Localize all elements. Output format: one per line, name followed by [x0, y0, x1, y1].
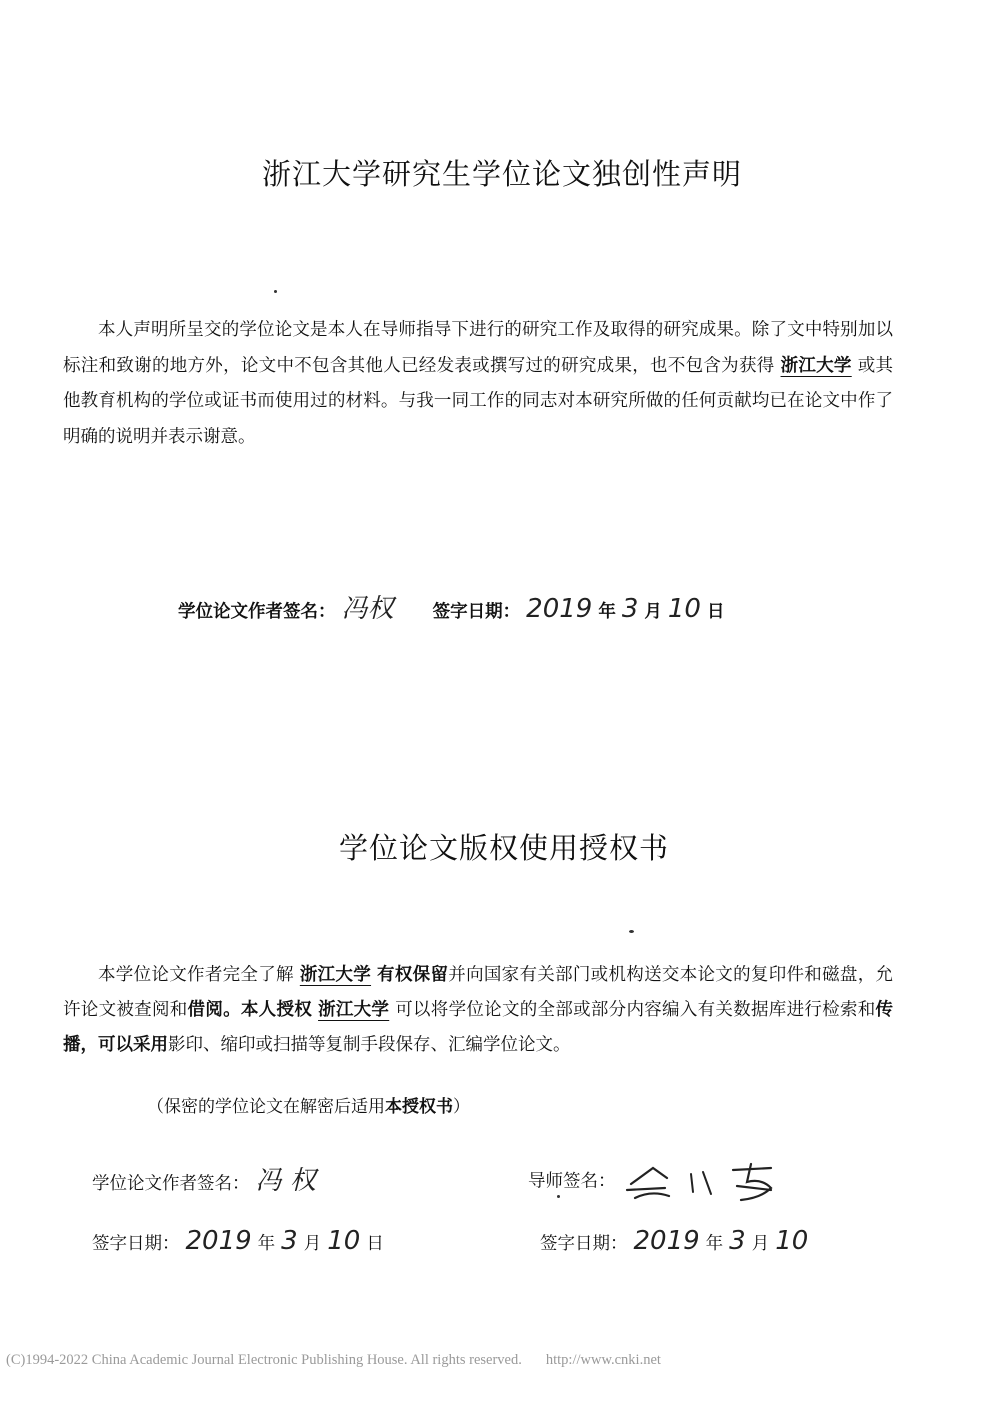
copyright-footer: [6, 1352, 661, 1369]
authorization-author-sig-label: 学位论文作者签名：: [92, 1174, 250, 1194]
authorization-author-date-label: 签字日期：: [92, 1234, 180, 1254]
supervisor-date-label: 签字日期：: [540, 1234, 628, 1254]
declaration-author-sig-label: 学位论文作者签名：: [178, 602, 336, 622]
authorization-body-c: 并向国家有关部门或机构送交本论文的复印件和磁盘，允许论文被查阅和: [63, 965, 894, 1020]
declaration-body-part2: 或其他教育机构的学位或证书而使用过的材料。与我一同工作的同志对本研究所做的任何贡献均已在论文中作了明确的说明并表示谢意。: [63, 355, 894, 447]
note-b: 本授权书: [385, 1097, 453, 1117]
supervisor-date-month: 3: [729, 1226, 746, 1256]
authorization-author-month-unit: 月: [303, 1234, 322, 1254]
declaration-year-unit: 年: [598, 602, 616, 622]
declaration-month-unit: 月: [644, 602, 662, 622]
authorization-body-f: 传播，可以采用: [63, 1000, 894, 1055]
authorization-body: [63, 958, 893, 1063]
footer-copyright: (C)1994-2022 China Academic Journal Electronic Publishing House. All rights reserved.: [6, 1352, 522, 1368]
declaration-date-month: 3: [621, 594, 639, 624]
declaration-date-year: 2019: [526, 594, 593, 624]
declaration-university: 浙江大学: [780, 355, 852, 376]
authorization-author-date-month: 3: [281, 1226, 298, 1256]
authorization-university-1: 浙江大学: [299, 965, 372, 985]
authorization-body-d: 借阅。本人授权: [187, 1000, 313, 1020]
scan-speck: [629, 930, 634, 933]
authorization-author-signature-row: [92, 1160, 322, 1197]
scan-speck: [274, 290, 277, 293]
declaration-body-part1: 本人声明所呈交的学位论文是本人在导师指导下进行的研究工作及取得的研究成果。除了文中特别加以标注和致谢的地方外，论文中不包含其他人已经发表或撰写过的研究成果，也不包含为获得: [63, 320, 893, 376]
authorization-body-g: 影印、缩印或扫描等复制手段保存、汇编学位论文。: [168, 1035, 571, 1055]
scan-speck: [557, 1195, 560, 1198]
authorization-author-signature: 冯 权: [255, 1166, 316, 1196]
authorization-body-a: 本学位论文作者完全了解: [98, 965, 294, 985]
authorization-author-day-unit: 日: [366, 1234, 384, 1254]
note-a: （保密的学位论文在解密后适用: [147, 1097, 385, 1117]
declaration-author-signature: 冯权: [341, 594, 394, 624]
note-c: ）: [453, 1097, 470, 1117]
footer-url[interactable]: http://www.cnki.net: [545, 1352, 661, 1368]
supervisor-date-day: 10: [775, 1226, 809, 1256]
supervisor-date-year: 2019: [633, 1226, 700, 1256]
declaration-body: [63, 313, 893, 455]
supervisor-signature-drawing: [621, 1160, 791, 1204]
declaration-day-unit: 日: [706, 602, 725, 622]
authorization-university-2: 浙江大学: [318, 1000, 390, 1020]
authorization-body-e: 可以将学位论文的全部或部分内容编入有关数据库进行检索和: [395, 1000, 876, 1020]
declaration-title: 浙江大学研究生学位论文独创性声明: [261, 157, 742, 191]
authorization-author-date-day: 10: [327, 1226, 361, 1256]
supervisor-date-row: [540, 1226, 814, 1256]
supervisor-year-unit: 年: [705, 1234, 724, 1254]
authorization-author-date-year: 2019: [185, 1226, 252, 1256]
authorization-author-year-unit: 年: [257, 1234, 276, 1254]
supervisor-sig-label: 导师签名：: [528, 1171, 616, 1192]
authorization-title: 学位论文版权使用授权书: [338, 831, 669, 865]
supervisor-month-unit: 月: [751, 1234, 770, 1254]
declaration-date-day: 10: [667, 594, 701, 624]
declaration-date-label: 签字日期：: [432, 602, 521, 622]
declaration-signature-row: [178, 588, 724, 625]
supervisor-signature-row: [528, 1160, 791, 1204]
confidentiality-note: [147, 1092, 470, 1117]
authorization-body-b: 有权保留: [377, 965, 449, 985]
authorization-author-date-row: [92, 1226, 384, 1256]
